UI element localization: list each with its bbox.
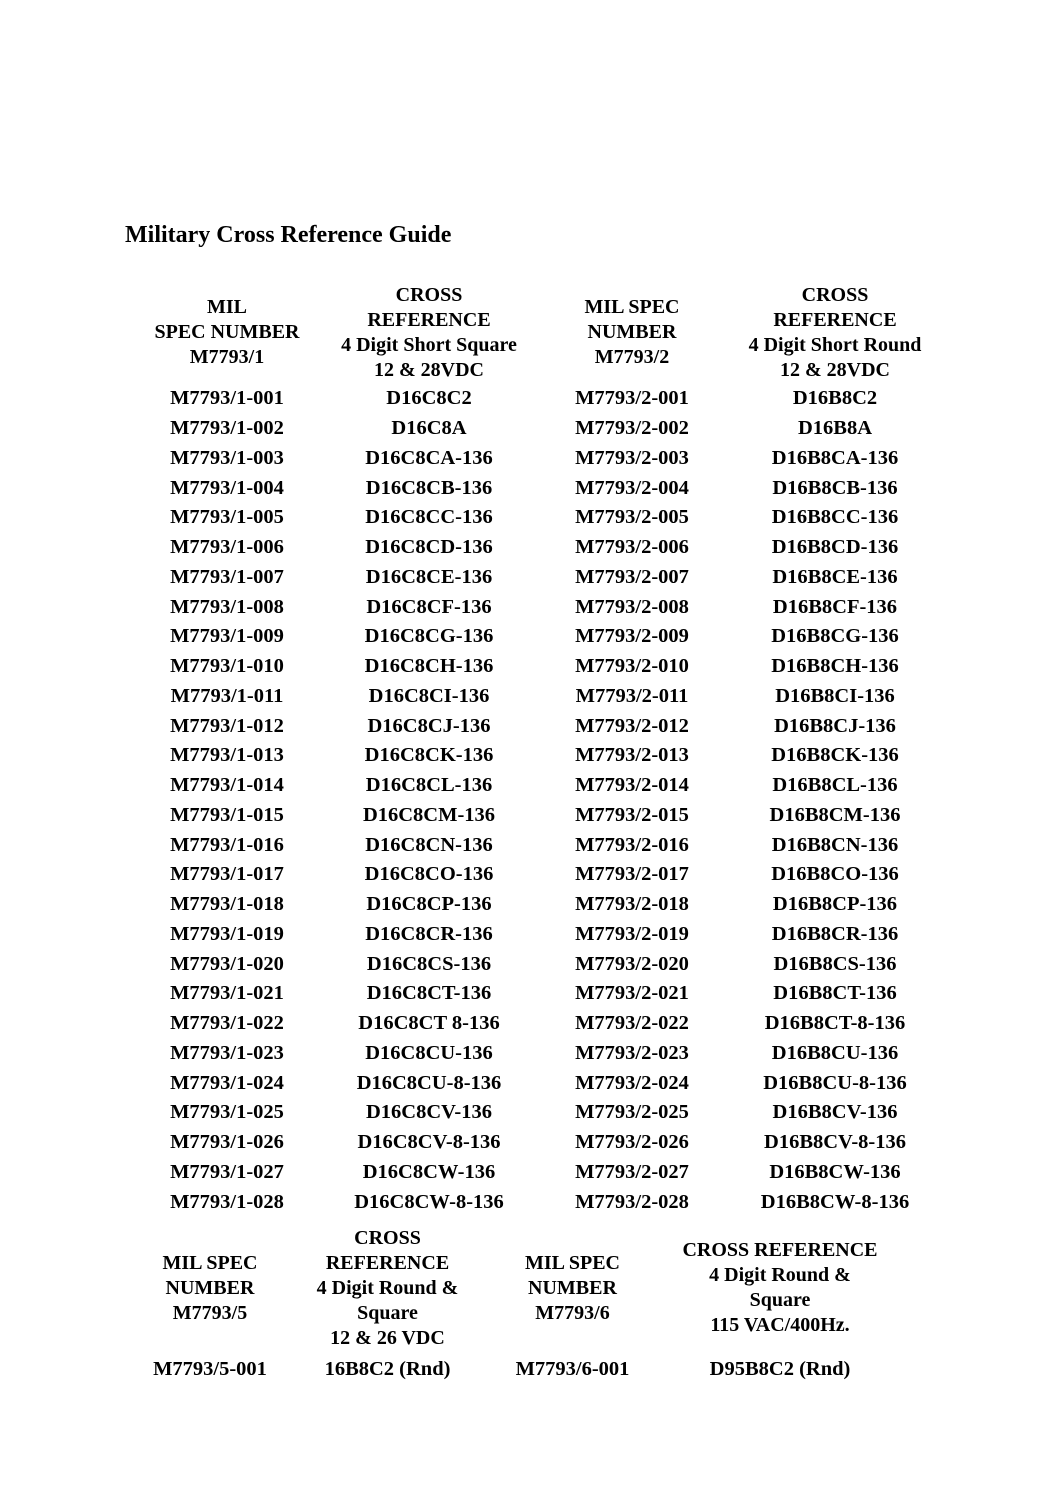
table-cell: M7793/1-010 [170, 655, 284, 678]
table-cell: D16C8CU-8-136 [356, 1071, 502, 1094]
table-cell: D16B8CB-136 [772, 476, 898, 499]
column-header-line: 12 & 28VDC [374, 358, 484, 381]
table-cell: D16C8CT 8-136 [358, 1012, 500, 1035]
table-cell: M7793/2-020 [575, 952, 689, 975]
table-cell: M7793/2-005 [575, 506, 689, 529]
column-header-line: 115 VAC/400Hz. [710, 1314, 850, 1336]
column-header-line: MIL SPEC [162, 1251, 258, 1274]
table-cell: D16C8CP-136 [366, 893, 492, 916]
table-cell: D16C8CM-136 [362, 803, 496, 826]
table-cell: M7793/2-025 [575, 1101, 689, 1124]
table-cell: M7793/2-008 [575, 595, 689, 618]
table-cell: M7793/2-007 [575, 565, 689, 588]
table-cell: D16B8A [797, 417, 873, 440]
table-cell: D16C8CW-136 [362, 1160, 496, 1183]
table-cell: D16B8CI-136 [775, 684, 895, 707]
column-header-line: 4 Digit Round & Square [709, 1264, 851, 1311]
table-cell: M7793/2-028 [575, 1190, 689, 1213]
table-cell: D16B8CD-136 [771, 536, 899, 559]
table-cell: D16C8CT-136 [366, 982, 492, 1005]
column-header [732, 281, 938, 384]
table-cell: M7793/1-013 [170, 744, 284, 767]
table-cell: M7793/1-016 [170, 833, 284, 856]
table-cell: M7793/1-012 [170, 714, 284, 737]
column-header-line: M7793/6 [535, 1301, 610, 1324]
table-cell: M7793/2-013 [575, 744, 689, 767]
column-header [532, 281, 732, 384]
table-cell: M7793/2-022 [575, 1012, 689, 1035]
column-header-line: CROSS [801, 283, 869, 306]
table-cell: M7793/1-002 [170, 417, 284, 440]
column-header-line: 4 Digit Short Round [748, 333, 922, 356]
column-header-line: CROSS [395, 283, 463, 306]
table-cell: D16B8CF-136 [772, 595, 898, 618]
column-header-line: MIL [207, 296, 247, 318]
table-cell: D16C8CD-136 [365, 536, 493, 559]
column-header-line: 12 & 28VDC [780, 358, 890, 381]
table-cell: M7793/1-024 [170, 1071, 284, 1094]
table-cell: M7793/2-023 [575, 1041, 689, 1064]
column-header [465, 1224, 680, 1352]
table-cell: D16C8CS-136 [366, 952, 492, 975]
table-cell: D16B8CE-136 [772, 565, 898, 588]
table-cell: D16C8CA-136 [365, 446, 493, 469]
table-cell: M7793/1-005 [170, 506, 284, 529]
table-cell: D16C8CK-136 [364, 744, 494, 767]
table-cell: D16C8CF-136 [366, 595, 492, 618]
table-cell: M7793/2-012 [575, 714, 689, 737]
table-cell: D16C8CW-8-136 [354, 1190, 504, 1213]
column-header-line: M7793/5 [172, 1301, 248, 1324]
table-cell: M7793/1-003 [170, 446, 284, 469]
table-cell: M7793/1-001 [170, 387, 284, 410]
table-cell: M7793/2-006 [575, 536, 689, 559]
column-header-line: MIL SPEC [524, 1251, 621, 1274]
column-header-line: 12 & 26 VDC [330, 1326, 445, 1349]
table-cell: M7793/1-023 [170, 1041, 284, 1064]
table-cell: M7793/2-009 [575, 625, 689, 648]
table-cell: D16B8CO-136 [771, 863, 899, 886]
table-cell: M7793/2-002 [575, 417, 689, 440]
table-cell: D16C8CI-136 [368, 684, 490, 707]
table-cell: D16B8CH-136 [771, 655, 899, 678]
column-header [310, 1224, 465, 1352]
table-cell: D16B8CV-136 [772, 1101, 898, 1124]
column-header-line: M7793/2 [594, 346, 670, 368]
table-cell: D16B8CV-8-136 [764, 1131, 906, 1154]
column-header-line: Square [357, 1301, 418, 1324]
table-cell: D16B8CW-8-136 [760, 1190, 910, 1213]
table-cell: D16C8CE-136 [365, 565, 493, 588]
column-header-line: REFERENCE [773, 308, 897, 331]
table-cell: M7793/1-021 [170, 982, 284, 1005]
table-cell: M7793/2-024 [575, 1071, 689, 1094]
table-cell: D16B8CA-136 [771, 446, 899, 469]
table-cell: D16B8CU-8-136 [763, 1071, 907, 1094]
table-cell: M7793/1-019 [170, 922, 284, 945]
table-cell: D95B8C2 (Rnd) [709, 1357, 851, 1380]
column-header-line: CROSS [354, 1226, 421, 1249]
table-cell: M7793/1-007 [170, 565, 284, 588]
table-cell: D16B8CG-136 [771, 625, 899, 648]
table-cell: D16C8A [391, 417, 467, 440]
table-cell: D16B8CL-136 [772, 774, 898, 797]
table-cell: M7793/2-021 [575, 982, 689, 1005]
table-cell: M7793/2-001 [575, 387, 689, 410]
column-header-line: SPEC NUMBER [154, 321, 300, 343]
table-cell: M7793/6-001 [515, 1357, 630, 1380]
table-cell: M7793/1-014 [170, 774, 284, 797]
table-cell: D16B8CP-136 [772, 893, 898, 916]
table-cell: M7793/1-008 [170, 595, 284, 618]
table-cell: D16B8CU-136 [771, 1041, 899, 1064]
table-cell: M7793/2-011 [575, 684, 689, 707]
table-cell: M7793/1-026 [170, 1131, 284, 1154]
table-cell: M7793/5-001 [153, 1357, 267, 1380]
column-header-line: 4 Digit Round & [316, 1276, 459, 1299]
table-cell: M7793/2-027 [575, 1160, 689, 1183]
table-cell: M7793/2-016 [575, 833, 689, 856]
table-cell: 16B8C2 (Rnd) [324, 1357, 451, 1380]
table-cell: M7793/1-018 [170, 893, 284, 916]
table-cell: M7793/2-019 [575, 922, 689, 945]
table-cell: M7793/2-004 [575, 476, 689, 499]
column-header [680, 1224, 880, 1352]
table-cell: M7793/2-017 [575, 863, 689, 886]
table-cell: D16C8CG-136 [364, 625, 494, 648]
table-cell: M7793/1-011 [170, 684, 284, 707]
column-header [128, 281, 326, 384]
column-header-line: CROSS REFERENCE [682, 1239, 878, 1261]
column-header-line: NUMBER [165, 1276, 255, 1299]
table-cell: M7793/2-026 [575, 1131, 689, 1154]
table-cell: D16C8CJ-136 [367, 714, 491, 737]
column-header-line: M7793/1 [189, 346, 265, 368]
table-cell: M7793/2-018 [575, 893, 689, 916]
table-cell: D16C8CU-136 [365, 1041, 493, 1064]
table-cell: M7793/2-010 [575, 655, 689, 678]
column-header-line: MIL SPEC [584, 296, 680, 318]
table-cell: D16C8CV-8-136 [357, 1131, 501, 1154]
table-cell: M7793/1-006 [170, 536, 284, 559]
column-header-line: NUMBER [528, 1276, 617, 1299]
table-cell: D16B8CK-136 [771, 744, 899, 767]
table-cell: D16C8CC-136 [365, 506, 493, 529]
table-cell: D16B8CT-136 [773, 982, 897, 1005]
table-cell: D16C8CL-136 [365, 774, 493, 797]
table-cell: D16B8CM-136 [769, 803, 901, 826]
table-cell: D16B8C2 [792, 387, 878, 410]
table-cell: M7793/2-014 [575, 774, 689, 797]
table-cell: D16B8CT-8-136 [764, 1012, 906, 1035]
table-cell: D16B8CJ-136 [774, 714, 896, 737]
column-header-line: REFERENCE [325, 1251, 450, 1274]
table-cell: D16C8CB-136 [365, 476, 493, 499]
table-cell: D16B8CN-136 [771, 833, 899, 856]
table-cell: D16C8C2 [386, 387, 472, 410]
cross-reference-table-2 [110, 1224, 880, 1386]
column-header-line: REFERENCE [367, 308, 491, 331]
table-cell: M7793/1-022 [170, 1012, 284, 1035]
table-cell: M7793/2-015 [575, 803, 689, 826]
table-cell: M7793/1-028 [170, 1190, 284, 1213]
table-cell: M7793/1-020 [170, 952, 284, 975]
table-cell: D16C8CH-136 [364, 655, 494, 678]
table-cell: D16B8CS-136 [773, 952, 897, 975]
table-cell: M7793/1-015 [170, 803, 284, 826]
table-cell: D16C8CO-136 [364, 863, 494, 886]
table-cell: D16C8CV-136 [365, 1101, 493, 1124]
table-cell: M7793/1-027 [170, 1160, 284, 1183]
cross-reference-table-1 [128, 281, 938, 1217]
table-cell: D16B8CC-136 [771, 506, 899, 529]
table-cell: M7793/1-009 [170, 625, 284, 648]
document-title: Military Cross Reference Guide [125, 222, 452, 248]
table-cell: M7793/1-004 [170, 476, 284, 499]
table-cell: D16C8CN-136 [365, 833, 493, 856]
column-header [110, 1224, 310, 1352]
table-cell: M7793/1-025 [170, 1101, 284, 1124]
column-header-line: NUMBER [587, 321, 677, 343]
table-cell: M7793/2-003 [575, 446, 689, 469]
table-cell: D16B8CR-136 [771, 922, 899, 945]
table-cell: D16C8CR-136 [365, 922, 493, 945]
column-header-line: 4 Digit Short Square [341, 333, 517, 356]
table-cell: M7793/1-017 [170, 863, 284, 886]
table-cell: D16B8CW-136 [769, 1160, 901, 1183]
column-header [326, 281, 532, 384]
